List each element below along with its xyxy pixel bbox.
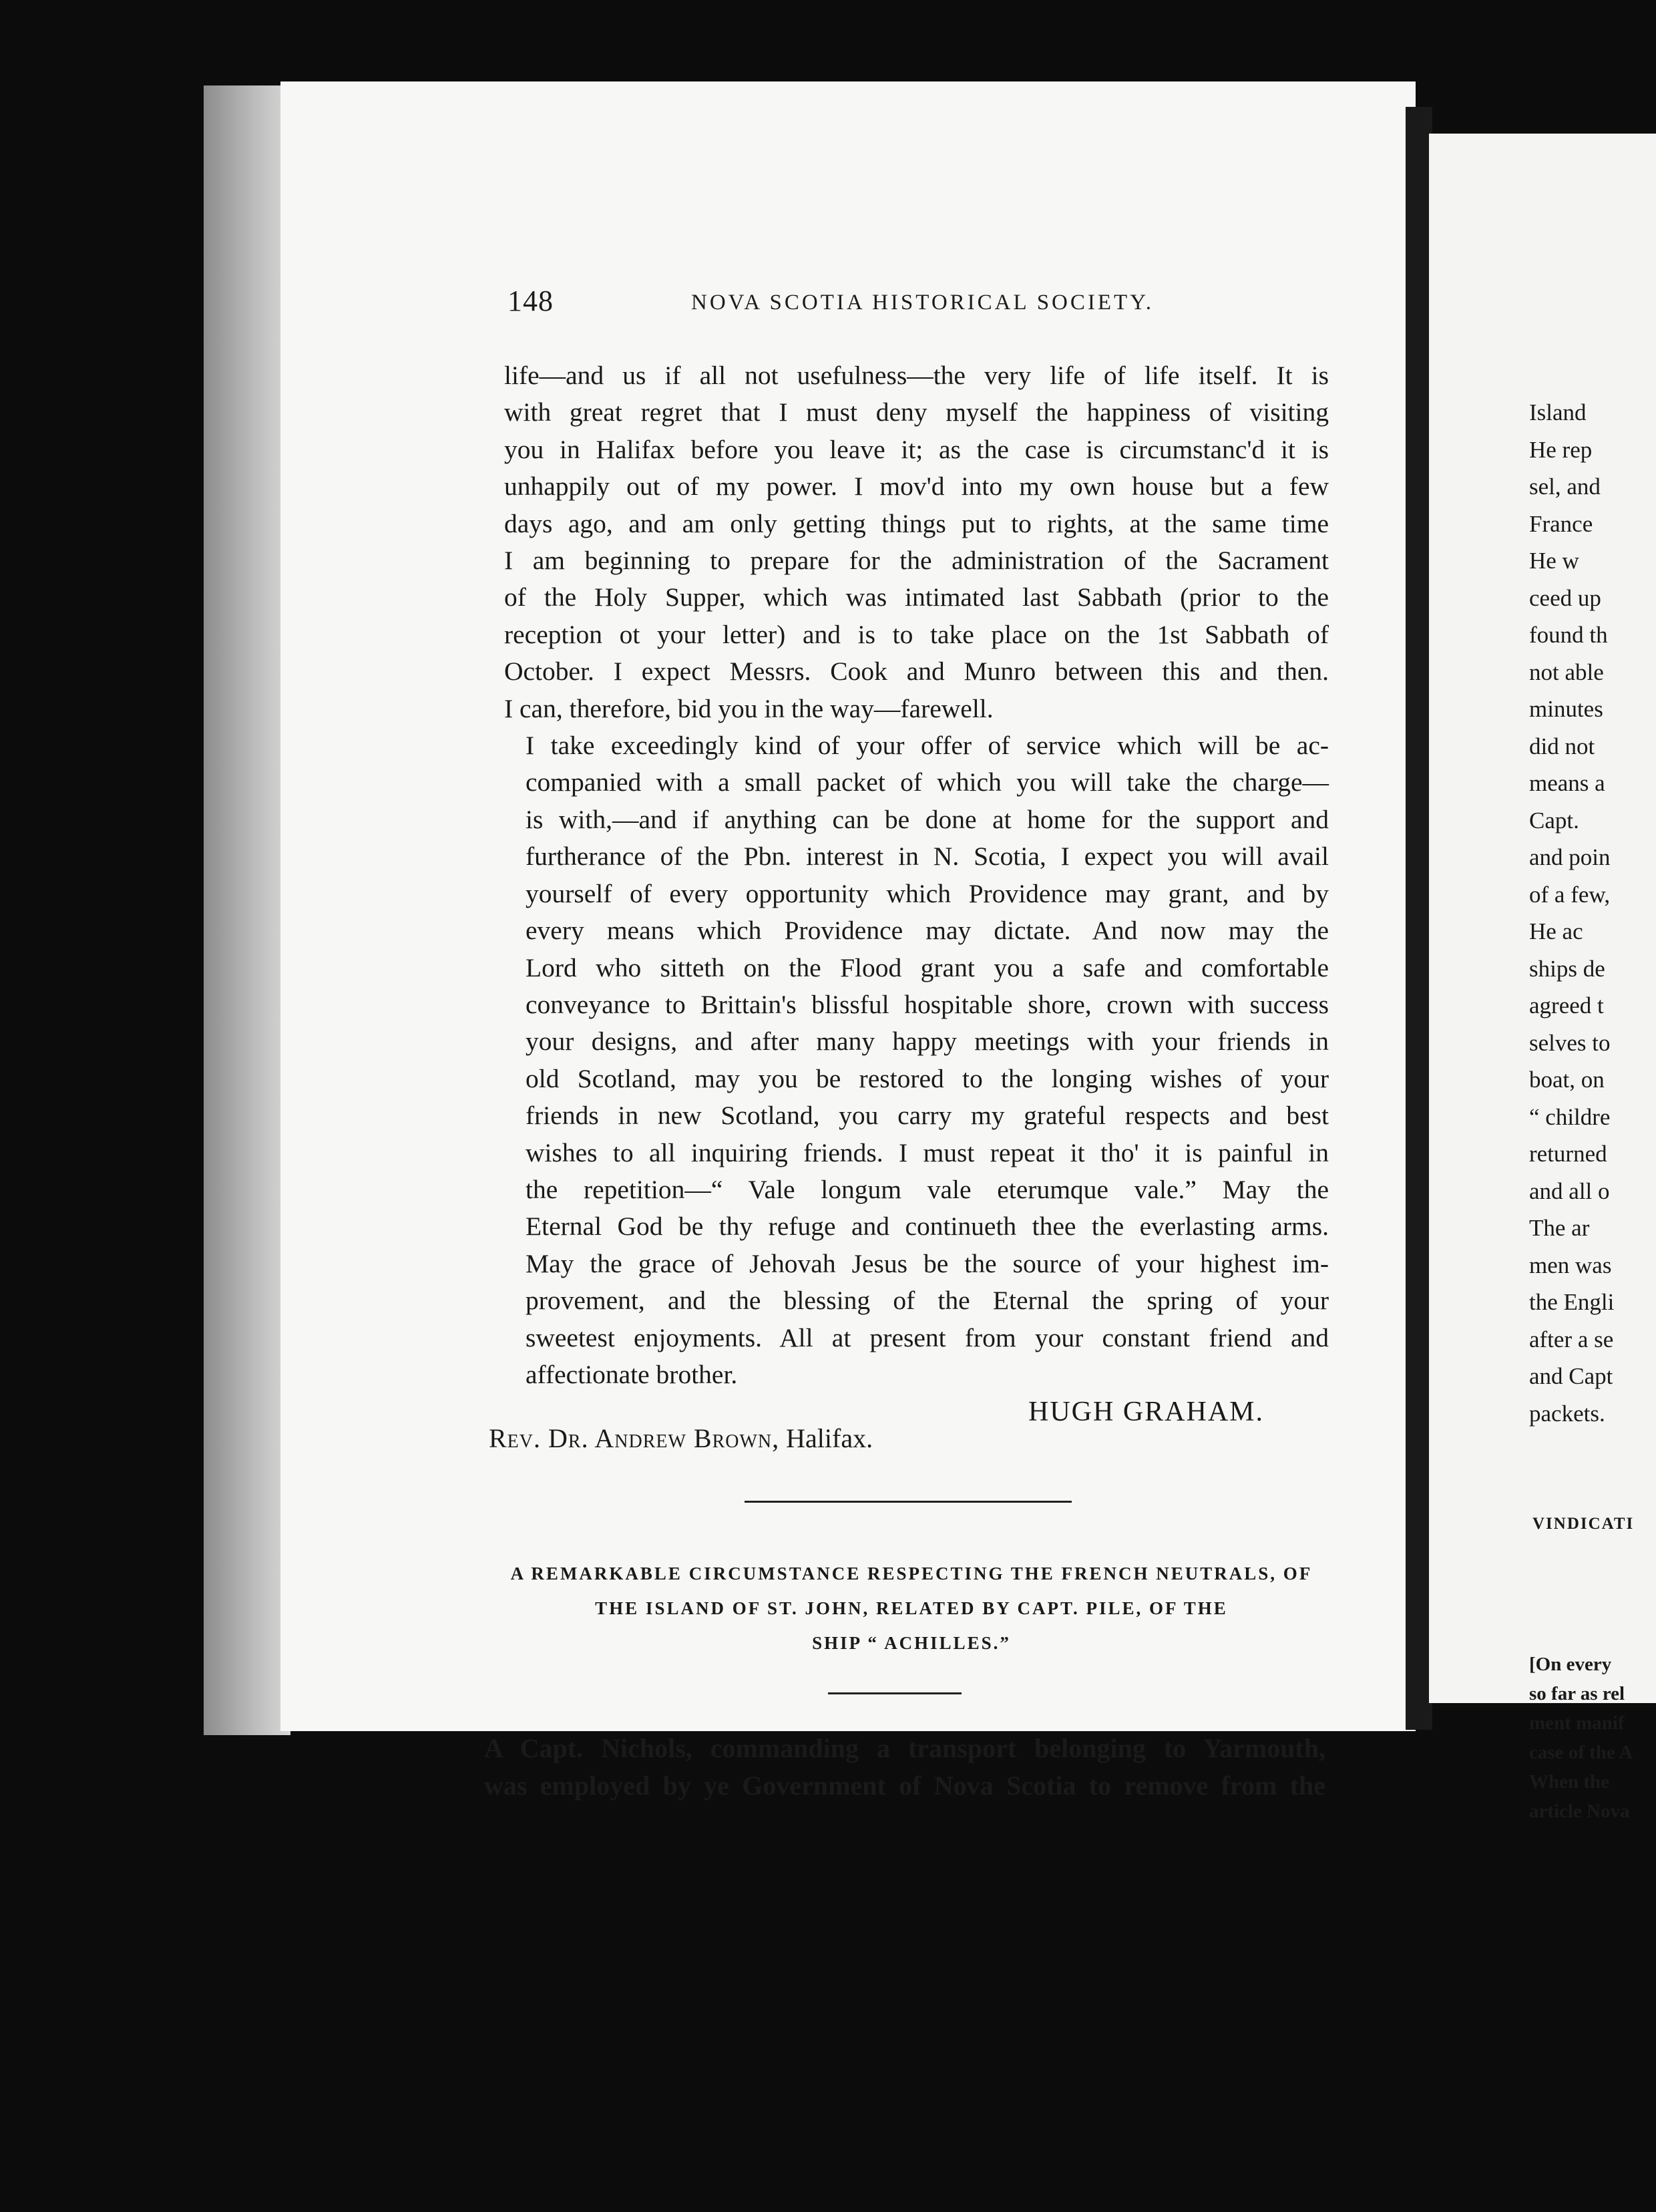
- right-page-line: after a se: [1529, 1326, 1614, 1352]
- running-head-title: NOVA SCOTIA HISTORICAL SOCIETY.: [691, 291, 1155, 315]
- section-divider: [745, 1501, 1072, 1503]
- letter-line: yourself of every opportunity which Providence may grant, and by: [526, 878, 1329, 908]
- letter-line: your designs, and after many happy meetings with your friends in: [526, 1027, 1329, 1057]
- right-page-line: and all o: [1529, 1177, 1610, 1204]
- section-heading-line: SHIP “ ACHILLES.”: [812, 1633, 1011, 1653]
- section-heading-line: THE ISLAND OF ST. JOHN, RELATED BY CAPT. PILE, OF THE: [595, 1598, 1228, 1618]
- right-page-small-line: so far as rel: [1529, 1683, 1625, 1704]
- right-page-line: France: [1529, 510, 1593, 537]
- right-page-line: ceed up: [1529, 584, 1601, 611]
- opening-paragraph: [484, 1730, 1325, 1805]
- letter-line: is with,—and if anything can be done at home for the support and: [526, 804, 1329, 834]
- right-page-line: Capt.: [1529, 807, 1579, 834]
- letter-body: [504, 357, 1329, 1393]
- right-page-line: means a: [1529, 770, 1605, 796]
- addressee-name: Rev. Dr. Andrew Brown,: [489, 1423, 780, 1453]
- right-page-line: Island: [1529, 399, 1587, 425]
- letter-line: reception ot your letter) and is to take place on the 1st Sabbath of: [504, 619, 1329, 649]
- letter-line: May the grace of Jehovah Jesus be the source of your highest im-: [526, 1248, 1329, 1278]
- letter-line: unhappily out of my power. I mov'd into my own house but a few: [504, 472, 1329, 502]
- right-page-line: packets.: [1529, 1400, 1605, 1427]
- right-page-small-line: [On every: [1529, 1654, 1612, 1675]
- right-page-line: did not: [1529, 733, 1595, 759]
- letter-paragraph-1: [504, 357, 1329, 727]
- section-heading: [481, 1556, 1342, 1660]
- letter-line: the repetition—“ Vale longum vale eterumque vale.” May the: [526, 1174, 1329, 1204]
- right-page-line: ships de: [1529, 955, 1605, 982]
- right-page-line: The ar: [1529, 1215, 1590, 1241]
- addressee: [489, 1423, 873, 1454]
- right-page-line: He ac: [1529, 918, 1583, 944]
- page-number: 148: [507, 285, 554, 317]
- right-page-small-line: ment manif: [1529, 1712, 1625, 1734]
- right-page-line: minutes: [1529, 696, 1603, 722]
- paragraph-line: A Capt. Nichols, commanding a transport belonging to Yarmouth,: [484, 1733, 1325, 1763]
- right-page-line: boat, on: [1529, 1067, 1605, 1093]
- letter-line: of the Holy Supper, which was intimated last Sabbath (prior to the: [504, 582, 1329, 612]
- letter-line: you in Halifax before you leave it; as the case is circumstanc'd it is: [504, 434, 1329, 464]
- paragraph-line: was employed by ye Government of Nova Scotia to remove from the: [484, 1771, 1325, 1801]
- letter-line: companied with a small packet of which you will take the charge—: [526, 767, 1329, 797]
- right-page-line: selves to: [1529, 1029, 1611, 1056]
- right-page-footnote: [1529, 1650, 1656, 1826]
- right-page-line: “ childre: [1529, 1103, 1611, 1130]
- right-page-line: returned: [1529, 1141, 1607, 1167]
- right-page-line: agreed t: [1529, 992, 1604, 1019]
- letter-paragraph-2: [504, 727, 1329, 1393]
- letter-line: sweetest enjoyments. All at present from your constant friend and: [526, 1322, 1329, 1352]
- right-page-line: men was: [1529, 1252, 1612, 1278]
- right-page-line: and Capt: [1529, 1363, 1613, 1389]
- letter-line: I take exceedingly kind of your offer of service which will be ac-: [526, 731, 1329, 761]
- right-page-line: of a few,: [1529, 881, 1611, 908]
- letter-line: life—and us if all not usefulness—the very life of life itself. It is: [504, 361, 1329, 390]
- letter-line: wishes to all inquiring friends. I must repeat it tho' it is painful in: [526, 1137, 1329, 1167]
- letter-line: Lord who sitteth on the Flood grant you a safe and comfortable: [526, 952, 1329, 982]
- letter-line: with great regret that I must deny myself the happiness of visiting: [504, 397, 1329, 427]
- right-page-line: sel, and: [1529, 474, 1601, 500]
- letter-line: days ago, and am only getting things put to rights, at the same time: [504, 508, 1329, 538]
- letter-line: every means which Providence may dictate. And now may the: [526, 916, 1329, 946]
- letter-line: I can, therefore, bid you in the way—farewell.: [504, 693, 994, 723]
- right-page-text: [1529, 394, 1656, 1432]
- section-heading-line: A REMARKABLE CIRCUMSTANCE RESPECTING THE FRENCH NEUTRALS, OF: [510, 1563, 1313, 1584]
- letter-line: old Scotland, may you be restored to the longing wishes of your: [526, 1063, 1329, 1093]
- letter-line: Eternal God be thy refuge and continueth thee the everlasting arms.: [526, 1212, 1329, 1242]
- letter-line: provement, and the blessing of the Eternal the spring of your: [526, 1286, 1329, 1316]
- right-page-line: not able: [1529, 659, 1604, 685]
- page-edge-shadow: [204, 85, 290, 1735]
- letter-line: conveyance to Brittain's blissful hospitable shore, crown with success: [526, 989, 1329, 1019]
- letter-line: friends in new Scotland, you carry my grateful respects and best: [526, 1101, 1329, 1131]
- heading-underline-rule: [828, 1692, 962, 1694]
- signature: HUGH GRAHAM.: [1028, 1397, 1265, 1427]
- letter-line: furtherance of the Pbn. interest in N. Scotia, I expect you will avail: [526, 842, 1329, 872]
- right-page-heading: VINDICATI: [1532, 1515, 1635, 1533]
- right-page-small-line: article Nova: [1529, 1801, 1630, 1822]
- right-page-small-line: When the: [1529, 1771, 1610, 1793]
- letter-line: affectionate brother.: [526, 1359, 738, 1389]
- letter-line: I am beginning to prepare for the administration of the Sacrament: [504, 546, 1329, 576]
- right-page-line: the Engli: [1529, 1289, 1615, 1315]
- right-page-line: found th: [1529, 622, 1608, 648]
- addressee-place: Halifax.: [779, 1423, 873, 1453]
- right-page-line: He w: [1529, 548, 1579, 574]
- letter-line: October. I expect Messrs. Cook and Munro between this and then.: [504, 657, 1329, 687]
- book-gutter: [1406, 107, 1432, 1730]
- right-page-small-line: case of the A: [1529, 1742, 1633, 1763]
- right-page-line: and poin: [1529, 844, 1611, 870]
- right-page-line: He rep: [1529, 436, 1593, 463]
